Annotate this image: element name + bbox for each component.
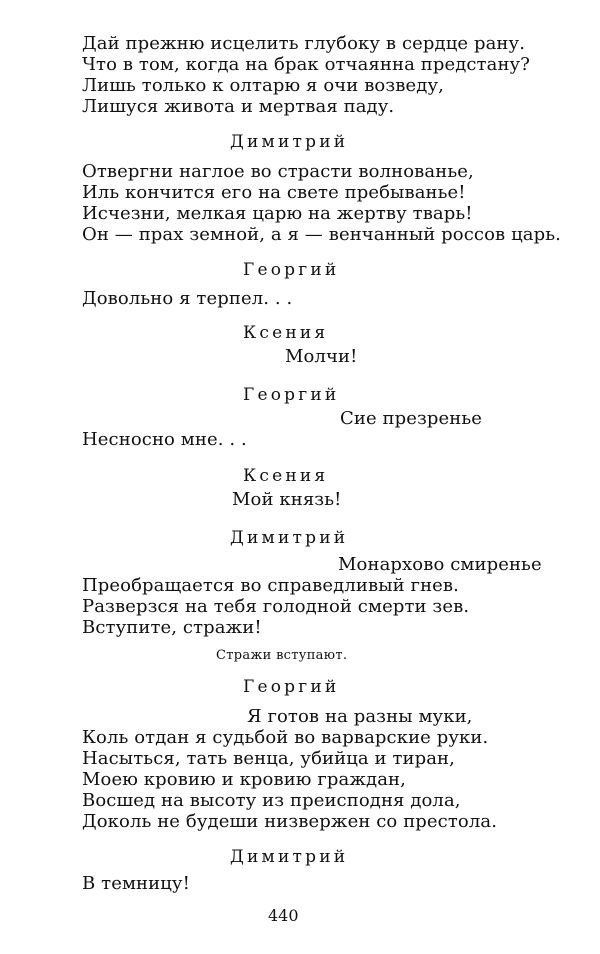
verse-line: Моею кровию и кровию граждан, [82,769,406,790]
speaker-name: Димитрий [230,847,349,867]
verse-line: Исчезни, мелкая царю на жертву тварь! [82,203,473,224]
verse-line: Дай прежню исцелить глубоку в сердце рану. [82,33,526,54]
verse-line: Молчи! [285,346,358,367]
speaker-name: Георгий [243,677,340,697]
verse-line: Отвергни наглое во страсти волнованье, [82,161,474,182]
speaker-name: Димитрий [230,528,349,548]
verse-line: Он — прах земной, а я — венчанный россов царь. [82,224,561,245]
verse-line: Вступите, стражи! [82,617,262,638]
verse-line: Сие презренье [340,408,483,429]
verse-line: Иль кончится его на свете пребыванье! [82,182,466,203]
speaker-name: Димитрий [230,132,349,152]
speaker-name: Ксения [243,323,329,343]
verse-line: В темницу! [82,873,190,894]
verse-line: Преобращается во справедливый гнев. [82,575,459,596]
stage-direction: Стражи вступают. [216,648,348,663]
verse-line: Монархово смиренье [338,554,542,575]
verse-line: Я готов на разны муки, [247,706,473,727]
verse-line: Насыться, тать венца, убийца и тиран, [82,748,455,769]
verse-line: Довольно я терпел. . . [82,288,293,309]
verse-line: Восшед на высоту из преисподня дола, [82,790,461,811]
page-number: 440 [268,906,299,925]
verse-line: Коль отдан я судьбой во варварские руки. [82,727,489,748]
verse-line: Лишуся живота и мертвая паду. [82,96,395,117]
speaker-name: Георгий [243,385,340,405]
verse-line: Что в том, когда на брак отчаянна предстану? [82,54,530,75]
verse-line: Лишь только к олтарю я очи возведу, [82,75,444,96]
verse-line: Мой князь! [232,489,342,510]
verse-line: Разверзся на тебя голодной смерти зев. [82,596,470,617]
verse-line: Доколь не будеши низвержен со престола. [82,811,498,832]
speaker-name: Ксения [243,466,329,486]
verse-line: Несносно мне. . . [82,429,247,450]
speaker-name: Георгий [243,260,340,280]
